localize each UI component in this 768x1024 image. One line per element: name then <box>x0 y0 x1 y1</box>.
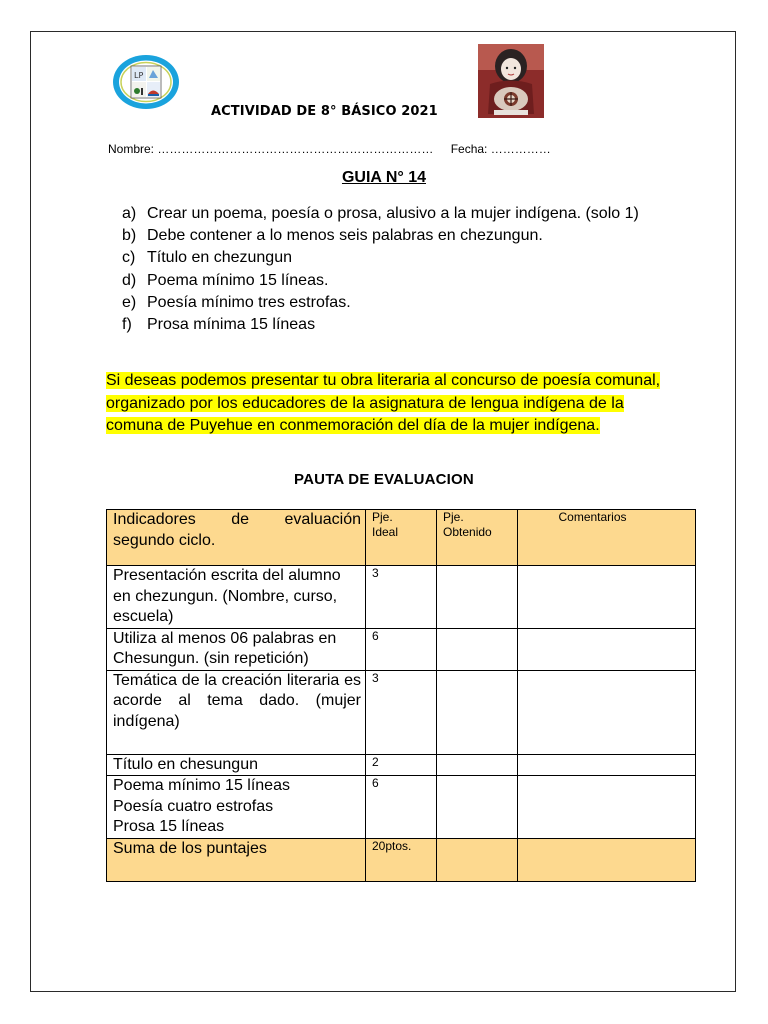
row-ideal-score: 3 <box>366 566 437 629</box>
table-header-row <box>107 510 696 566</box>
table-row <box>107 776 696 839</box>
row-obtained-score[interactable] <box>437 566 518 629</box>
activity-title: ACTIVIDAD DE 8° BÁSICO 2021 <box>211 104 438 119</box>
total-comments[interactable] <box>518 839 696 882</box>
row-comments[interactable] <box>518 628 696 670</box>
row-obtained-score[interactable] <box>437 754 518 776</box>
header-obtained <box>437 510 518 566</box>
list-text: Poesía mínimo tres estrofas. <box>147 293 351 311</box>
list-text: Poema mínimo 15 líneas. <box>147 271 329 289</box>
list-item <box>122 270 662 292</box>
list-item <box>122 225 662 247</box>
guide-title-text: GUIA N° 14 <box>341 169 427 186</box>
header-comments <box>518 510 696 566</box>
total-ideal-score: 20ptos. <box>366 839 437 882</box>
row-indicator: Presentación escrita del alumno en chezungun. (Nombre, curso, escuela) <box>107 566 366 629</box>
row-comments[interactable] <box>518 566 696 629</box>
header-obtained-text: Pje. Obtenido <box>443 510 492 539</box>
table-row <box>107 754 696 776</box>
name-field[interactable]: Nombre: …………………………………………………………… <box>108 142 434 156</box>
indigenous-woman-photo-icon <box>478 44 544 118</box>
row-comments[interactable] <box>518 776 696 839</box>
list-letter: b) <box>122 227 137 245</box>
svg-text:LP: LP <box>134 71 144 80</box>
row-indicator-text: Temática de la creación literaria es acorde al tema dado. (mujer indígena) <box>113 671 361 730</box>
rubric-title: PAUTA DE EVALUACION <box>294 471 474 488</box>
list-letter: e) <box>122 293 137 311</box>
row-obtained-score[interactable] <box>437 776 518 839</box>
table-row <box>107 628 696 670</box>
list-item <box>122 247 662 269</box>
list-text: Título en chezungun <box>147 249 292 267</box>
table-total-row <box>107 839 696 882</box>
total-obtained-score[interactable] <box>437 839 518 882</box>
list-item <box>122 292 662 314</box>
total-label: Suma de los puntajes <box>107 839 366 882</box>
table-row <box>107 670 696 754</box>
row-ideal-score: 2 <box>366 754 437 776</box>
header-comments-text: Comentarios <box>558 510 627 524</box>
row-ideal-score: 3 <box>366 670 437 754</box>
list-item <box>122 314 662 336</box>
list-letter: a) <box>122 205 137 222</box>
row-indicator <box>107 670 366 754</box>
list-text: Crear un poema, poesía o prosa, alusivo a la mujer indígena. (solo 1) <box>147 205 639 222</box>
contest-note-text: Si deseas podemos presentar tu obra literaria al concurso de poesía comunal, organizado por los educadores de la asignatura de lengua indígena de la comuna de Puyehue en conmemoración del día de la mujer indígena. <box>106 372 661 434</box>
header-ideal <box>366 510 437 566</box>
list-letter: f) <box>122 316 132 334</box>
row-obtained-score[interactable] <box>437 628 518 670</box>
rubric-table <box>106 509 696 882</box>
row-ideal-score: 6 <box>366 628 437 670</box>
row-indicator: Poema mínimo 15 líneas Poesía cuatro estrofas Prosa 15 líneas <box>107 776 366 839</box>
row-obtained-score[interactable] <box>437 670 518 754</box>
row-comments[interactable] <box>518 754 696 776</box>
table-row <box>107 566 696 629</box>
list-letter: d) <box>122 271 137 289</box>
header-ideal-text: Pje. Ideal <box>372 510 399 539</box>
name-date-line <box>108 142 551 156</box>
date-field[interactable]: Fecha: …………… <box>450 142 551 156</box>
contest-note <box>106 370 666 438</box>
row-comments[interactable] <box>518 670 696 754</box>
list-letter: c) <box>122 249 136 267</box>
list-text: Debe contener a lo menos seis palabras en chezungun. <box>147 227 543 245</box>
guide-title <box>0 169 768 187</box>
row-indicator: Título en chesungun <box>107 754 366 776</box>
list-item <box>122 203 662 225</box>
header-indicator <box>107 510 366 566</box>
list-text: Prosa mínima 15 líneas <box>147 316 316 334</box>
header-indicator-text: Indicadores de evaluación segundo ciclo. <box>113 511 361 549</box>
instructions-list <box>122 203 662 336</box>
row-ideal-score: 6 <box>366 776 437 839</box>
row-indicator: Utiliza al menos 06 palabras en Chesungun. (sin repetición) <box>107 628 366 670</box>
school-emblem-icon <box>112 54 180 110</box>
